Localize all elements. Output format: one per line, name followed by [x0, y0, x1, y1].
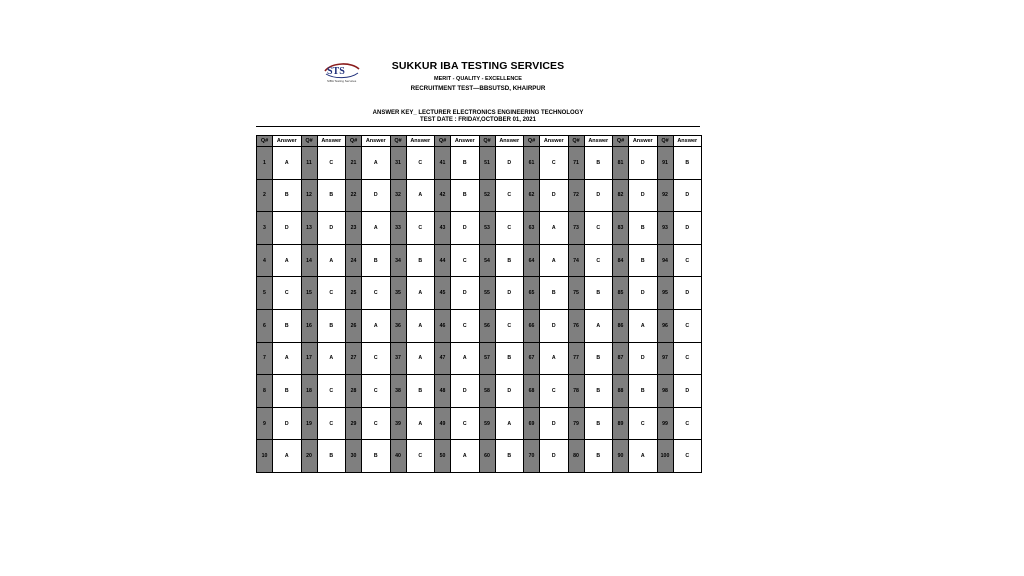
question-number-cell: 60	[479, 440, 495, 473]
question-number-cell: 86	[613, 309, 629, 342]
answer-cell: B	[406, 244, 435, 277]
question-number-cell: 99	[657, 407, 673, 440]
answer-cell: B	[629, 375, 658, 408]
question-number-cell: 80	[568, 440, 584, 473]
organization-name: SUKKUR IBA TESTING SERVICES	[391, 60, 565, 72]
question-number-cell: 32	[390, 179, 406, 212]
question-number-cell: 47	[435, 342, 451, 375]
question-number-cell: 2	[257, 179, 273, 212]
answer-cell: D	[540, 440, 569, 473]
question-number-cell: 25	[346, 277, 362, 310]
answer-cell: A	[584, 309, 613, 342]
question-number-cell: 33	[390, 212, 406, 245]
answer-header: Answer	[495, 136, 524, 147]
question-number-cell: 57	[479, 342, 495, 375]
question-number-cell: 1	[257, 147, 273, 180]
question-number-cell: 84	[613, 244, 629, 277]
answer-key-title: ANSWER KEY_ LECTURER ELECTRONICS ENGINEERING TECHNOLOGY	[372, 110, 584, 116]
question-number-cell: 53	[479, 212, 495, 245]
answer-cell: B	[451, 147, 480, 180]
test-date: TEST DATE : FRIDAY,OCTOBER 01, 2021	[420, 117, 536, 123]
table-row	[257, 277, 702, 310]
answer-cell: B	[584, 440, 613, 473]
answer-header: Answer	[317, 136, 346, 147]
table-row	[257, 342, 702, 375]
answer-cell: A	[406, 407, 435, 440]
answer-cell: B	[584, 277, 613, 310]
answer-cell: C	[495, 179, 524, 212]
question-number-header: Q#	[257, 136, 273, 147]
question-number-cell: 49	[435, 407, 451, 440]
question-number-cell: 96	[657, 309, 673, 342]
question-number-cell: 37	[390, 342, 406, 375]
question-number-cell: 28	[346, 375, 362, 408]
question-number-header: Q#	[613, 136, 629, 147]
question-number-cell: 17	[301, 342, 317, 375]
answer-cell: B	[584, 342, 613, 375]
question-number-cell: 36	[390, 309, 406, 342]
question-number-cell: 46	[435, 309, 451, 342]
question-number-cell: 26	[346, 309, 362, 342]
answer-cell: C	[317, 147, 346, 180]
table-row	[257, 179, 702, 212]
answer-cell: C	[451, 407, 480, 440]
question-number-cell: 77	[568, 342, 584, 375]
question-number-cell: 30	[346, 440, 362, 473]
question-number-cell: 72	[568, 179, 584, 212]
answer-cell: D	[629, 342, 658, 375]
answer-cell: B	[495, 244, 524, 277]
answer-cell: C	[584, 212, 613, 245]
table-row	[257, 375, 702, 408]
answer-cell: B	[317, 179, 346, 212]
question-number-cell: 48	[435, 375, 451, 408]
question-number-cell: 43	[435, 212, 451, 245]
question-number-cell: 69	[524, 407, 540, 440]
question-number-cell: 16	[301, 309, 317, 342]
answer-cell: D	[584, 179, 613, 212]
motto: MERIT - QUALITY - EXCELLENCE	[434, 76, 522, 82]
answer-cell: B	[451, 179, 480, 212]
question-number-cell: 50	[435, 440, 451, 473]
answer-cell: B	[362, 440, 391, 473]
answer-cell: B	[495, 440, 524, 473]
question-number-cell: 62	[524, 179, 540, 212]
answer-cell: C	[451, 244, 480, 277]
question-number-cell: 91	[657, 147, 673, 180]
question-number-cell: 31	[390, 147, 406, 180]
question-number-header: Q#	[390, 136, 406, 147]
answer-cell: C	[629, 407, 658, 440]
answer-cell: C	[673, 244, 702, 277]
question-number-cell: 92	[657, 179, 673, 212]
question-number-cell: 94	[657, 244, 673, 277]
question-number-cell: 68	[524, 375, 540, 408]
question-number-cell: 95	[657, 277, 673, 310]
table-row	[257, 440, 702, 473]
answer-cell: C	[540, 375, 569, 408]
answer-cell: B	[362, 244, 391, 277]
question-number-cell: 70	[524, 440, 540, 473]
answer-cell: A	[495, 407, 524, 440]
answer-header: Answer	[273, 136, 302, 147]
table-row	[257, 244, 702, 277]
answer-cell: A	[273, 440, 302, 473]
answer-cell: B	[317, 440, 346, 473]
question-number-cell: 63	[524, 212, 540, 245]
question-number-cell: 41	[435, 147, 451, 180]
answer-cell: A	[273, 244, 302, 277]
answer-cell: B	[273, 375, 302, 408]
answer-header: Answer	[451, 136, 480, 147]
answer-cell: B	[673, 147, 702, 180]
svg-text:STS: STS	[327, 66, 345, 77]
question-number-header: Q#	[435, 136, 451, 147]
question-number-cell: 6	[257, 309, 273, 342]
answer-header: Answer	[584, 136, 613, 147]
answer-cell: D	[540, 309, 569, 342]
answer-cell: D	[540, 179, 569, 212]
answer-cell: B	[584, 147, 613, 180]
question-number-cell: 34	[390, 244, 406, 277]
answer-cell: A	[451, 440, 480, 473]
answer-cell: C	[673, 440, 702, 473]
answer-cell: C	[451, 309, 480, 342]
question-number-cell: 19	[301, 407, 317, 440]
question-number-header: Q#	[346, 136, 362, 147]
question-number-cell: 42	[435, 179, 451, 212]
answer-cell: C	[540, 147, 569, 180]
answer-cell: A	[629, 309, 658, 342]
question-number-cell: 90	[613, 440, 629, 473]
answer-cell: C	[673, 342, 702, 375]
answer-key-heading	[256, 110, 700, 124]
question-number-cell: 81	[613, 147, 629, 180]
question-number-cell: 8	[257, 375, 273, 408]
answer-cell: D	[362, 179, 391, 212]
answer-cell: A	[540, 244, 569, 277]
question-number-cell: 58	[479, 375, 495, 408]
question-number-cell: 24	[346, 244, 362, 277]
answer-cell: A	[406, 342, 435, 375]
question-number-header: Q#	[524, 136, 540, 147]
answer-cell: D	[629, 179, 658, 212]
recruitment-title: RECRUITMENT TEST—BBSUTSD, KHAIRPUR	[410, 85, 546, 92]
answer-cell: A	[540, 212, 569, 245]
answer-cell: C	[362, 277, 391, 310]
question-number-cell: 73	[568, 212, 584, 245]
answer-cell: A	[406, 277, 435, 310]
answer-cell: D	[540, 407, 569, 440]
table-row	[257, 309, 702, 342]
question-number-cell: 45	[435, 277, 451, 310]
question-number-cell: 64	[524, 244, 540, 277]
answer-cell: C	[406, 440, 435, 473]
question-number-cell: 83	[613, 212, 629, 245]
answer-cell: A	[362, 212, 391, 245]
question-number-cell: 39	[390, 407, 406, 440]
answer-cell: A	[273, 147, 302, 180]
answer-cell: C	[406, 147, 435, 180]
answer-cell: D	[495, 277, 524, 310]
question-number-cell: 85	[613, 277, 629, 310]
answer-header: Answer	[540, 136, 569, 147]
question-number-cell: 23	[346, 212, 362, 245]
document-header	[378, 60, 578, 92]
question-number-cell: 76	[568, 309, 584, 342]
question-number-cell: 100	[657, 440, 673, 473]
answer-cell: A	[451, 342, 480, 375]
question-number-cell: 21	[346, 147, 362, 180]
answer-cell: C	[317, 277, 346, 310]
answer-cell: B	[495, 342, 524, 375]
question-number-cell: 52	[479, 179, 495, 212]
table-header-row	[257, 136, 702, 147]
question-number-cell: 54	[479, 244, 495, 277]
answer-cell: A	[406, 179, 435, 212]
answer-header: Answer	[362, 136, 391, 147]
answer-cell: D	[629, 147, 658, 180]
answer-cell: A	[362, 309, 391, 342]
question-number-cell: 9	[257, 407, 273, 440]
answer-cell: A	[540, 342, 569, 375]
question-number-cell: 38	[390, 375, 406, 408]
question-number-cell: 55	[479, 277, 495, 310]
sts-logo	[322, 60, 362, 84]
question-number-cell: 61	[524, 147, 540, 180]
question-number-cell: 35	[390, 277, 406, 310]
answer-cell: C	[362, 375, 391, 408]
question-number-cell: 56	[479, 309, 495, 342]
answer-cell: C	[673, 407, 702, 440]
question-number-cell: 13	[301, 212, 317, 245]
answer-cell: A	[629, 440, 658, 473]
answer-cell: A	[273, 342, 302, 375]
answer-key-table	[256, 135, 702, 473]
answer-cell: A	[362, 147, 391, 180]
answer-cell: D	[451, 277, 480, 310]
answer-cell: B	[317, 309, 346, 342]
answer-cell: D	[273, 212, 302, 245]
question-number-cell: 22	[346, 179, 362, 212]
answer-cell: C	[673, 309, 702, 342]
question-number-cell: 66	[524, 309, 540, 342]
answer-cell: B	[584, 375, 613, 408]
question-number-cell: 4	[257, 244, 273, 277]
answer-cell: C	[362, 407, 391, 440]
question-number-cell: 27	[346, 342, 362, 375]
question-number-cell: 7	[257, 342, 273, 375]
answer-cell: D	[673, 375, 702, 408]
question-number-cell: 71	[568, 147, 584, 180]
answer-cell: B	[540, 277, 569, 310]
question-number-header: Q#	[301, 136, 317, 147]
answer-cell: A	[317, 244, 346, 277]
answer-cell: D	[629, 277, 658, 310]
answer-cell: D	[451, 212, 480, 245]
question-number-cell: 40	[390, 440, 406, 473]
question-number-cell: 67	[524, 342, 540, 375]
answer-cell: C	[584, 244, 613, 277]
question-number-cell: 97	[657, 342, 673, 375]
question-number-cell: 78	[568, 375, 584, 408]
answer-cell: B	[406, 375, 435, 408]
question-number-cell: 65	[524, 277, 540, 310]
question-number-cell: 18	[301, 375, 317, 408]
question-number-cell: 87	[613, 342, 629, 375]
answer-cell: B	[584, 407, 613, 440]
answer-cell: D	[317, 212, 346, 245]
question-number-cell: 15	[301, 277, 317, 310]
question-number-header: Q#	[568, 136, 584, 147]
question-number-cell: 75	[568, 277, 584, 310]
question-number-cell: 51	[479, 147, 495, 180]
answer-cell: D	[673, 277, 702, 310]
answer-cell: B	[273, 309, 302, 342]
answer-cell: D	[495, 147, 524, 180]
answer-cell: D	[673, 179, 702, 212]
answer-cell: A	[406, 309, 435, 342]
question-number-cell: 10	[257, 440, 273, 473]
answer-cell: D	[673, 212, 702, 245]
answer-cell: C	[273, 277, 302, 310]
answer-cell: C	[317, 407, 346, 440]
answer-cell: D	[273, 407, 302, 440]
question-number-cell: 88	[613, 375, 629, 408]
question-number-cell: 29	[346, 407, 362, 440]
answer-cell: B	[273, 179, 302, 212]
answer-cell: B	[629, 244, 658, 277]
answer-header: Answer	[673, 136, 702, 147]
answer-cell: D	[495, 375, 524, 408]
question-number-header: Q#	[657, 136, 673, 147]
answer-cell: C	[317, 375, 346, 408]
question-number-cell: 20	[301, 440, 317, 473]
answer-cell: C	[495, 212, 524, 245]
question-number-cell: 59	[479, 407, 495, 440]
question-number-cell: 3	[257, 212, 273, 245]
question-number-cell: 12	[301, 179, 317, 212]
question-number-cell: 89	[613, 407, 629, 440]
heading-divider	[256, 126, 700, 127]
answer-cell: C	[362, 342, 391, 375]
question-number-cell: 93	[657, 212, 673, 245]
table-row	[257, 147, 702, 180]
question-number-cell: 44	[435, 244, 451, 277]
question-number-cell: 82	[613, 179, 629, 212]
answer-cell: C	[406, 212, 435, 245]
answer-cell: C	[495, 309, 524, 342]
svg-text:SIBA Testing Services: SIBA Testing Services	[327, 79, 357, 83]
answer-header: Answer	[406, 136, 435, 147]
answer-cell: D	[451, 375, 480, 408]
question-number-cell: 14	[301, 244, 317, 277]
question-number-cell: 11	[301, 147, 317, 180]
question-number-cell: 5	[257, 277, 273, 310]
question-number-cell: 79	[568, 407, 584, 440]
question-number-cell: 74	[568, 244, 584, 277]
answer-cell: B	[629, 212, 658, 245]
table-row	[257, 407, 702, 440]
answer-cell: A	[317, 342, 346, 375]
question-number-cell: 98	[657, 375, 673, 408]
question-number-header: Q#	[479, 136, 495, 147]
table-row	[257, 212, 702, 245]
answer-header: Answer	[629, 136, 658, 147]
